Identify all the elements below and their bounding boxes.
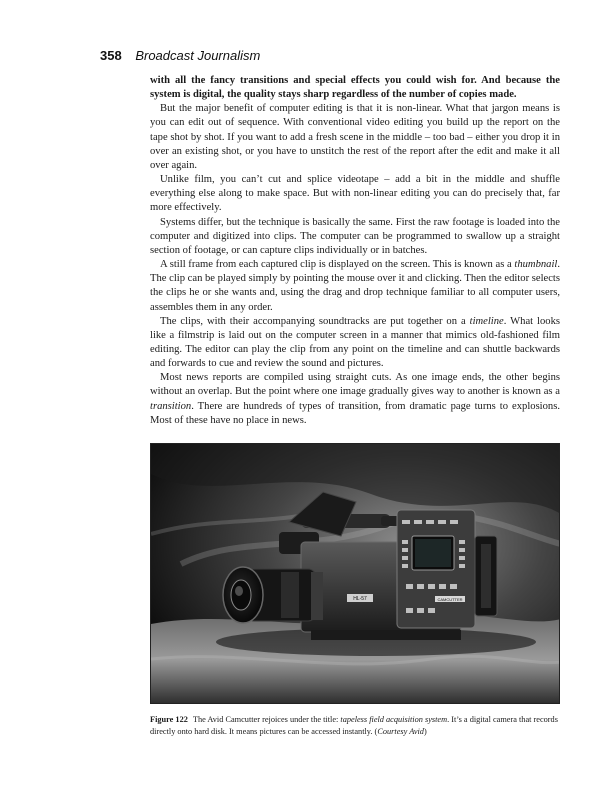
caption-credit: Courtesy Avid xyxy=(377,726,424,736)
text-run: . There are hundreds of types of transition, from dramatic page turns to explosions. Most of these have no place in news. xyxy=(150,400,560,426)
caption-text: The Avid Camcutter rejoices under the title: xyxy=(192,715,341,724)
paragraph: Unlike film, you can’t cut and splice videotape – add a bit in the middle and shuffle everything else along to make space. But with non-linear editing you can do precisely that, far more effectively. xyxy=(150,174,560,214)
lead-paragraph: with all the fancy transitions and special effects you could wish for. And because the system is digital, the quality stays sharp regardless of the number of copies made. xyxy=(150,75,560,101)
running-head xyxy=(100,48,260,63)
text-run: A still frame from each captured clip is displayed on the screen. This is known as a xyxy=(160,259,515,271)
emphasized-term: thumbnail xyxy=(514,259,558,271)
caption-text: . It’s a digital camera that records directly onto hard disk. It means pictures can be accessed instantly. ( xyxy=(150,715,558,736)
figure-label: Figure 122 xyxy=(150,715,188,724)
text-run: The clips, with their accompanying soundtracks are put together on a xyxy=(160,315,470,327)
figure-photo xyxy=(150,443,560,704)
body-text xyxy=(150,74,560,428)
camera-brand-text: CAMCUTTER xyxy=(437,597,463,602)
page-number: 358 xyxy=(100,48,122,63)
paragraph xyxy=(150,371,560,428)
camera-photo xyxy=(151,444,560,704)
paragraph: But the major benefit of computer editing is that it is non-linear. What that jargon means is you can edit out of sequence. With conventional video editing you build up the report on the tape shot by shot. If you want to add a fresh scene in the middle – too bad – either you drop it in over an existing shot, or you have to unstitch the rest of the report after the edit and make it all over again. xyxy=(150,103,560,171)
emphasized-term: transition xyxy=(150,400,192,412)
text-run: . What looks like a filmstrip is laid out on the computer screen in a manner that mimics old-fashioned film editing. The editor can play the clip from any point on the timeline and can shuttle backwards and forwards to cue and review the sound and pictures. xyxy=(150,315,560,370)
text-run: . The clip can be played simply by pointing the mouse over it and clicking. Then the editor selects the clips he or she wants and, using the drag and drop technique familiar to all computer users, assembles them in any order. xyxy=(150,259,560,313)
paragraph xyxy=(150,258,560,315)
emphasized-term: timeline xyxy=(469,315,504,327)
paragraph: Systems differ, but the technique is basically the same. First the raw footage is loaded into the computer and digitized into clips. The computer can be programmed to swallow up a straight section of footage, or can capture clips individually or in batches. xyxy=(150,216,560,256)
figure-caption xyxy=(150,714,560,737)
book-title: Broadcast Journalism xyxy=(135,48,261,63)
caption-text: ) xyxy=(423,726,427,736)
text-run: Most news reports are compiled using straight cuts. As one image ends, the other begins without an overlap. But the point where one image gradually gives way to another is known as a xyxy=(150,372,560,398)
caption-term: tapeless field acquisition system xyxy=(340,715,448,724)
paragraph xyxy=(150,315,560,372)
camera-model-text: HL-57 xyxy=(353,596,367,602)
